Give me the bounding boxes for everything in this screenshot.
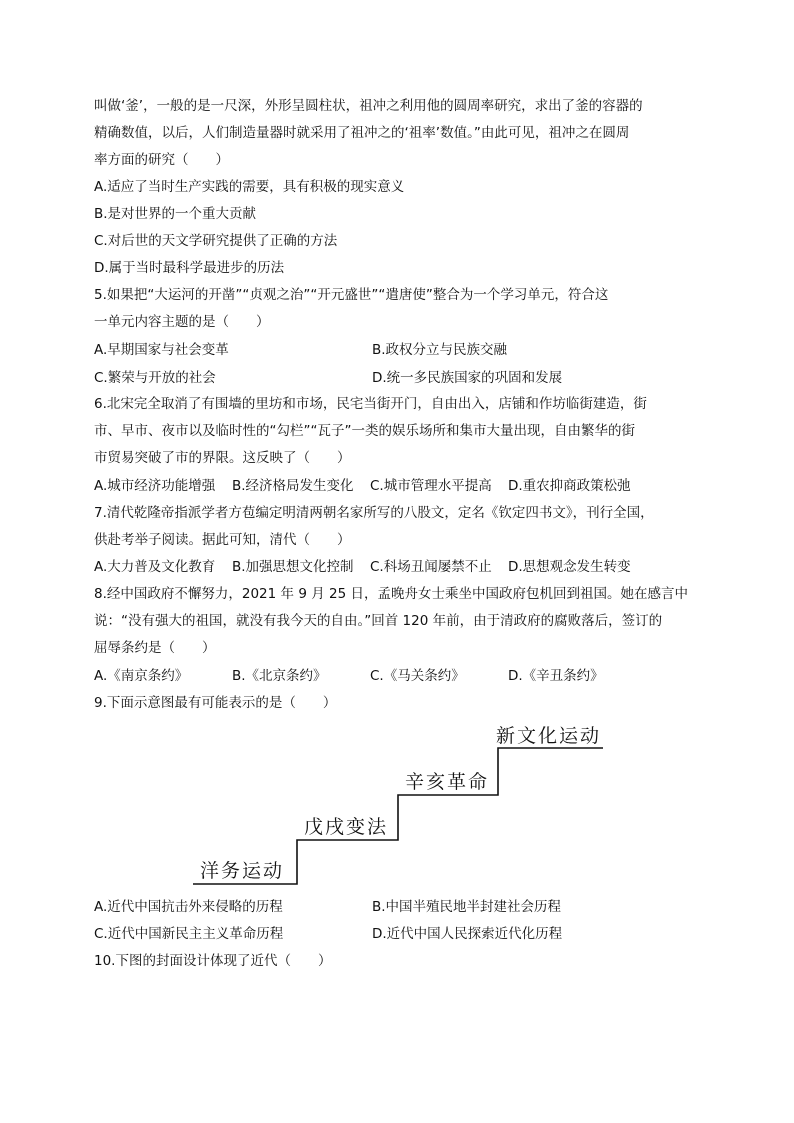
q7-option-c: C.科场丑闻屡禁不止: [370, 559, 492, 575]
q4-stem-line-3: 率方面的研究（ ）: [94, 152, 229, 168]
q9-stem-line-1: 9.下面示意图最有可能表示的是（ ）: [94, 695, 337, 711]
q4-option-b: B.是对世界的一个重大贡献: [94, 206, 257, 222]
q8-stem-line-3: 屈辱条约是（ ）: [94, 640, 216, 656]
step-label-4: 新文化运动: [496, 725, 602, 747]
q5-option-d: D.统一多民族国家的巩固和发展: [372, 370, 563, 386]
q4-option-d: D.属于当时最科学最进步的历法: [94, 260, 285, 276]
q6-stem-line-1: 6.北宋完全取消了有围墙的里坊和市场，民宅当街开门，自由出入，店铺和作坊临街建造，街: [94, 396, 647, 412]
q6-option-a: A.城市经济功能增强: [94, 478, 216, 494]
step-label-1: 洋务运动: [200, 860, 285, 882]
q5-stem-line-2: 一单元内容主题的是（ ）: [94, 314, 270, 330]
q8-stem-line-2: 说：“没有强大的祖国，就没有我今天的自由。”回首 120 年前，由于清政府的腐败落后，签订的: [94, 613, 663, 629]
q6-stem-line-3: 市贸易突破了市的界限。这反映了（ ）: [94, 450, 351, 466]
step-label-2: 戊戌变法: [304, 816, 389, 838]
q4-stem-line-1: 叫做‘釜’，一般的是一尺深，外形呈圆柱状，祖冲之利用他的圆周率研究，求出了釜的容器的: [94, 98, 643, 114]
step-label-3: 辛亥革命: [405, 771, 490, 793]
q9-option-b: B.中国半殖民地半封建社会历程: [372, 899, 562, 915]
q4-option-c: C.对后世的天文学研究提供了正确的方法: [94, 233, 338, 249]
q7-stem-line-1: 7.清代乾隆帝指派学者方苞编定明清两朝名家所写的八股文，定名《钦定四书文》，刊行全国，: [94, 505, 654, 521]
q5-option-c: C.繁荣与开放的社会: [94, 370, 216, 386]
q4-stem-line-2: 精确数值，以后，人们制造量器时就采用了祖冲之的‘祖率’数值。”由此可见，祖冲之在圆周: [94, 125, 630, 141]
q8-stem-line-1: 8.经中国政府不懈努力，2021 年 9 月 25 日，孟晚舟女士乘坐中国政府包机回到祖国。她在感言中: [94, 586, 688, 602]
q8-option-a: A.《南京条约》: [94, 668, 189, 684]
q9-option-c: C.近代中国新民主主义革命历程: [94, 926, 284, 942]
q7-option-a: A.大力普及文化教育: [94, 559, 216, 575]
q4-option-a: A.适应了当时生产实践的需要，具有积极的现实意义: [94, 179, 405, 195]
q7-option-d: D.思想观念发生转变: [508, 559, 631, 575]
q6-option-c: C.城市管理水平提高: [370, 478, 492, 494]
q7-stem-line-2: 供赴考举子阅读。据此可知，清代（ ）: [94, 532, 351, 548]
q5-option-a: A.早期国家与社会变革: [94, 342, 229, 358]
q8-option-c: C.《马关条约》: [370, 668, 465, 684]
q9-option-a: A.近代中国抗击外来侵略的历程: [94, 899, 283, 915]
q8-option-b: B.《北京条约》: [232, 668, 327, 684]
q6-stem-line-2: 市、早市、夜市以及临时性的“勾栏”“瓦子”一类的娱乐场所和集市大量出现，自由繁华的街: [94, 423, 635, 439]
q6-option-d: D.重农抑商政策松弛: [508, 478, 631, 494]
q6-option-b: B.经济格局发生变化: [232, 478, 354, 494]
q5-option-b: B.政权分立与民族交融: [372, 342, 508, 358]
q8-option-d: D.《辛丑条约》: [508, 668, 604, 684]
q9-option-d: D.近代中国人民探索近代化历程: [372, 926, 563, 942]
q10-stem-line-1: 10.下图的封面设计体现了近代（ ）: [94, 953, 332, 969]
q5-stem-line-1: 5.如果把“大运河的开凿”“贞观之治”“开元盛世”“遣唐使”整合为一个学习单元，符合这: [94, 287, 609, 303]
q7-option-b: B.加强思想文化控制: [232, 559, 354, 575]
